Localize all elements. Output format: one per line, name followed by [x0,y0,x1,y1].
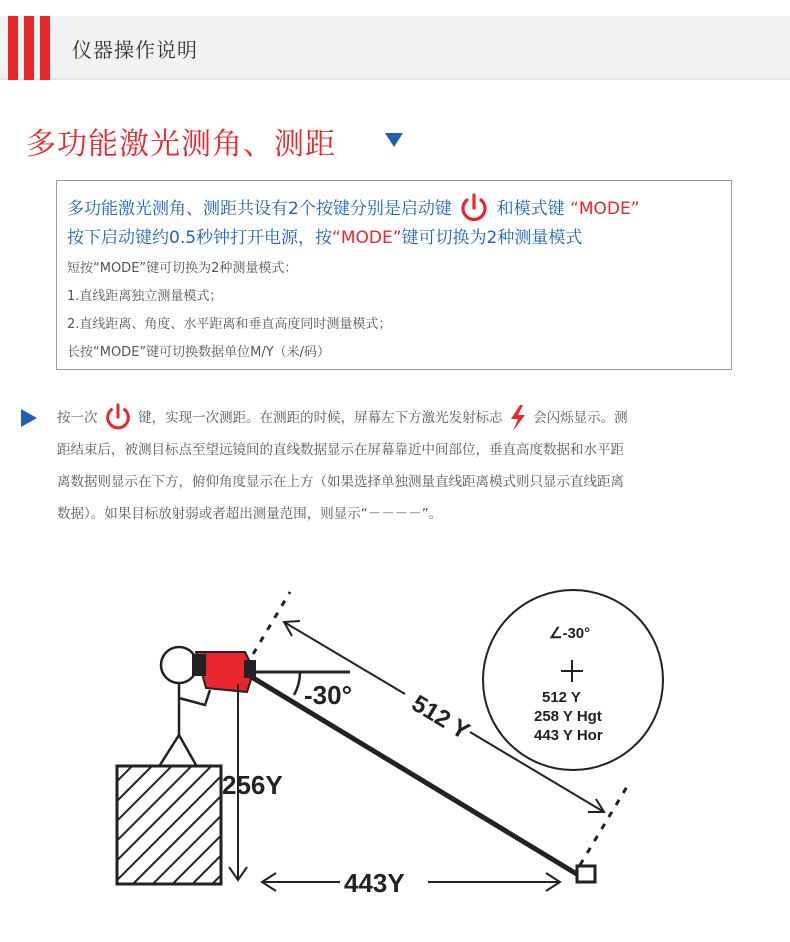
info-text: 键可切换为2种测量模式 [401,228,583,248]
target-marker [577,866,595,882]
display-angle: ∠-30° [549,625,591,642]
paragraph-text: 键，实现一次测距。在测距的时候，屏幕左下方激光发射标志 [138,410,503,426]
header-accent-bar [24,16,34,80]
paragraph-line: 数据）。如果目标放射弱或者超出测量范围，则显示“－－－－”。 [57,506,443,522]
dotted-guide-top [246,592,290,666]
power-icon [102,403,134,433]
angle-label: -30° [304,680,352,710]
info-item: 长按“MODE”键可切换数据单位M/Y（米/码） [67,345,331,360]
display-line-distance: 512 Y [542,689,581,706]
header-title: 仪器操作说明 [72,38,198,62]
triangle-down-icon [384,132,404,148]
rangefinder-device [192,652,256,692]
paragraph-line [57,402,747,434]
instruction-paragraph [57,402,747,530]
info-item: 短按“MODE”键可切换为2种测量模式： [67,261,298,276]
platform-block [117,766,221,884]
page-header [0,16,790,80]
line-distance-label: 512 Y [406,689,475,746]
info-text: 和模式键 [496,199,565,219]
display-height: 258 Y Hgt [534,708,602,725]
paragraph-line: 离数据则显示在下方，俯仰角度显示在上方（如果选择单独测量直线距离模式则只显示直线距离 [57,474,624,490]
measurement-diagram [0,580,790,930]
info-line-2 [67,223,582,248]
info-box [56,180,732,370]
paragraph-line: 距结束后，被测目标点至望远镜间的直线数据显示在屏幕靠近中间部位，垂直高度数据和水平距 [57,442,624,458]
mode-label: “MODE” [332,228,402,248]
mode-label: “MODE” [570,199,640,219]
horizontal-distance-label: 443Y [344,868,405,898]
header-accent-bar [40,16,50,80]
info-text: 按下启动键约0.5秒钟打开电源，按 [67,228,333,248]
info-line-1 [67,193,640,225]
paragraph-text: 会闪烁显示。测 [533,410,628,426]
laser-lightning-icon [507,404,529,432]
angle-arc [294,672,300,695]
triangle-right-icon [20,408,38,428]
height-label: 256Y [222,770,283,800]
info-item: 1.直线距离独立测量模式； [67,289,223,304]
paragraph-text: 按一次 [57,410,98,426]
dotted-guide-bottom [580,785,628,865]
section-title: 多功能激光测角、测距 [26,127,336,162]
info-text: 多功能激光测角、测距共设有2个按键分别是启动键 [67,199,452,219]
info-item: 2.直线距离、角度、水平距离和垂直高度同时测量模式； [67,317,392,332]
display-horizontal: 443 Y Hor [534,727,603,744]
horizontal-distance-arrow [262,873,560,891]
header-accent-bar [8,16,18,80]
power-icon [457,193,491,225]
